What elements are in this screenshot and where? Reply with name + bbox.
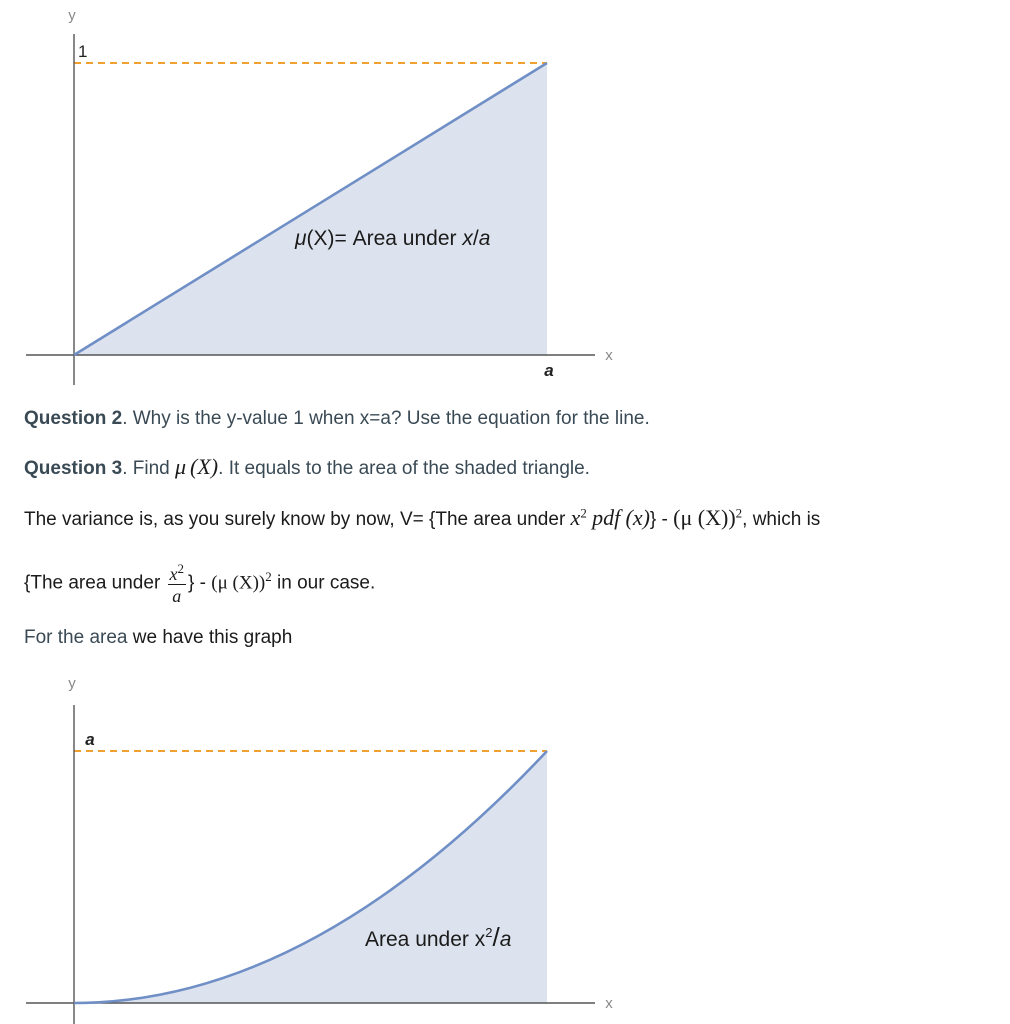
y-axis-label-2: y	[68, 675, 76, 692]
variance-paren-x: (x)	[625, 505, 650, 530]
x-tick-label-a: a	[544, 361, 554, 380]
variance-pre: The variance is, as you surely know by now, V= {The area under	[24, 509, 571, 530]
question-3	[24, 454, 590, 480]
question-2-label: Question 2	[24, 408, 123, 429]
question-3-mu: μ	[175, 454, 187, 479]
fraction-numerator: x	[169, 564, 178, 584]
variance-pdf: pdf	[592, 505, 621, 530]
graph-2	[0, 670, 1010, 1024]
x-axis-label-2: x	[605, 995, 613, 1012]
variance-line	[24, 505, 820, 531]
area-line-b: we have this graph	[127, 627, 293, 648]
variance-sup-2: 2	[580, 505, 587, 521]
y-tick-label-a: a	[85, 730, 95, 749]
area-line	[24, 627, 292, 649]
fraction-sup: 2	[177, 561, 185, 576]
mu-annotation: μ(X)= Area under x/a	[295, 227, 491, 250]
area-line-a: For the area	[24, 627, 128, 648]
case-mu-expr: (μ (X))	[211, 572, 266, 594]
y-axis-label: y	[68, 7, 76, 24]
question-3-post: . It equals to the area of the shaded triangle.	[218, 458, 590, 479]
y-tick-label-1: 1	[78, 42, 88, 61]
question-3-label: Question 3	[24, 458, 123, 479]
variance-mu-expr: (μ (X))	[673, 505, 736, 530]
fraction-denominator: a	[172, 586, 182, 606]
question-2	[24, 408, 650, 430]
variance-mid: } -	[649, 509, 674, 530]
graph-1	[0, 0, 1010, 400]
variance-x: x	[570, 505, 581, 530]
case-mu-sup-2: 2	[265, 569, 272, 585]
fraction-x2-over-a	[168, 562, 187, 605]
case-mid: } -	[188, 572, 212, 594]
question-2-text: . Why is the y-value 1 when x=a? Use the equation for the line.	[122, 408, 650, 429]
question-3-pre: . Find	[122, 458, 175, 479]
case-line	[24, 562, 375, 605]
area-annotation: Area under $x^2/a$	[365, 922, 512, 952]
x-axis-label: x	[605, 347, 613, 364]
case-pre: {The area under	[24, 572, 166, 594]
shaded-area-x2-over-a	[74, 751, 547, 1003]
variance-mu-sup-2: 2	[735, 505, 743, 521]
case-post: in our case.	[271, 572, 376, 594]
variance-post: , which is	[742, 509, 821, 530]
question-3-paren-x: (X)	[190, 454, 219, 479]
